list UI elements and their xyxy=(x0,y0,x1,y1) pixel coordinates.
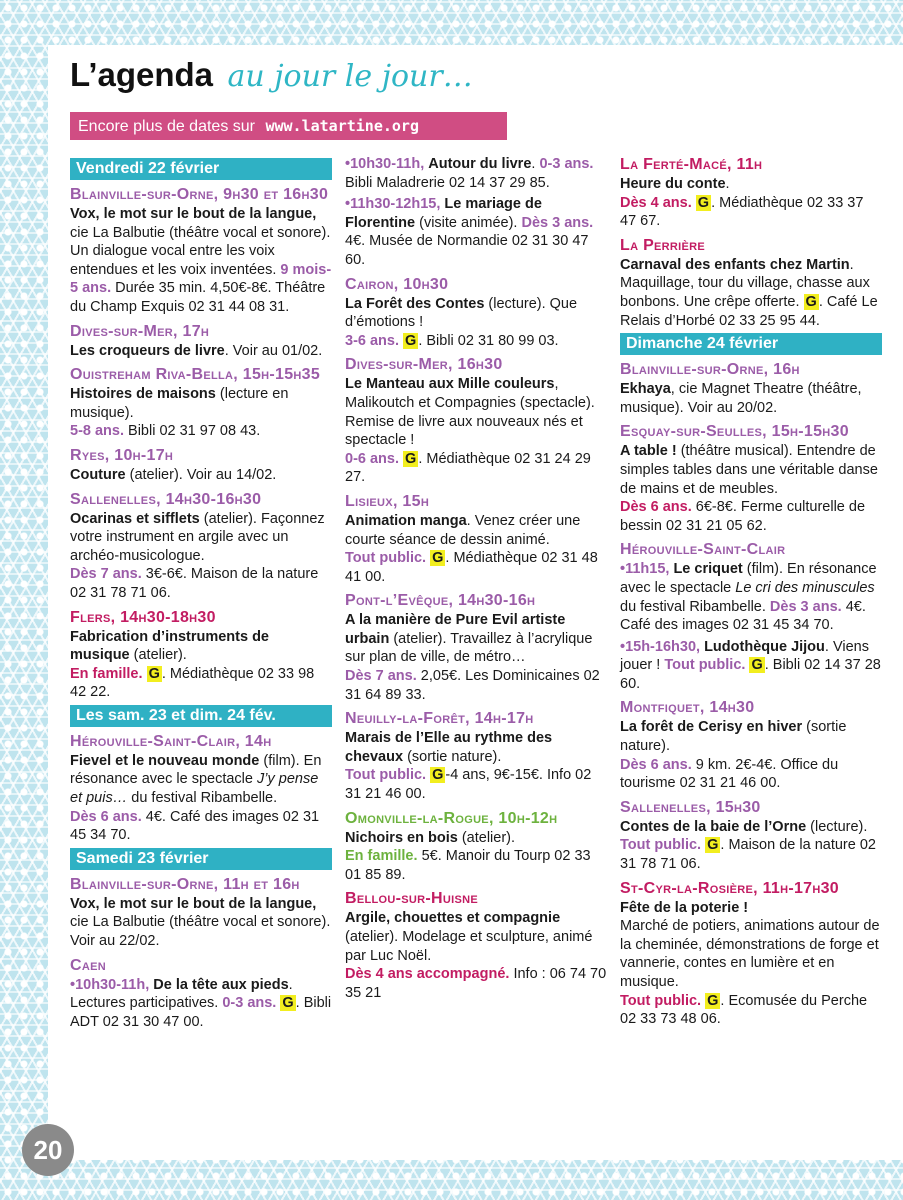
age-range: Dès 3 ans. xyxy=(769,598,842,615)
age-range: 0-3 ans. xyxy=(539,156,594,172)
event-details: 2,05€. Les Dominicaines 02 31 64 89 33. xyxy=(345,668,600,703)
event-time: •10h30-11h, xyxy=(70,976,150,993)
age-range: 3-6 ans. xyxy=(345,332,399,349)
event-text: . Maquillage, tour du village, chasse aux bonbons. Une crêpe offerte. xyxy=(620,256,870,310)
event-details: . Ecomusée du Perche 02 33 73 48 06. xyxy=(620,992,868,1028)
event-entry xyxy=(345,512,607,586)
show-title: J’y pense et puis… xyxy=(70,771,319,807)
day-header: Les sam. 23 et dim. 24 fév. xyxy=(70,705,332,727)
event-text: (atelier). Modelage et sculpture, animé par Luc Noël. xyxy=(345,929,593,964)
age-range: Dès 4 ans. xyxy=(620,194,692,211)
event-title: Animation manga xyxy=(345,512,467,529)
event-details: Info : 06 74 70 35 21 xyxy=(345,966,607,1001)
day-header: Samedi 23 février xyxy=(70,848,332,870)
event-text: cie La Balbutie (théâtre vocal et sonore). Un dialogue vocal entre les voix entendues et les voix inventées. xyxy=(70,224,331,278)
place-heading: La Ferté-Macé, 11h xyxy=(620,156,763,173)
event-text: (sortie nature). xyxy=(620,719,847,755)
event-details: . Médiathèque 02 31 24 29 27. xyxy=(345,450,591,486)
event-details: . Médiathèque 02 31 48 41 00. xyxy=(345,550,598,585)
place-heading: Esquay-sur-Seulles, 15h-15h30 xyxy=(620,423,849,441)
event-entry xyxy=(70,385,332,441)
free-badge: G xyxy=(707,837,719,854)
free-badge: G xyxy=(432,550,444,567)
event-text: (atelier). xyxy=(461,829,516,846)
free-badge: G xyxy=(805,293,817,310)
event-title: Le criquet xyxy=(673,561,743,578)
event-text: (visite animée). xyxy=(419,214,518,231)
event-entry xyxy=(345,155,607,192)
event-entry xyxy=(70,895,332,951)
place-heading: Sallenelles, 14h30-16h30 xyxy=(70,490,262,508)
place-heading: Caen xyxy=(70,956,106,974)
event-details: 9 km. 2€-4€. Office du tourisme 02 31 21 46 00. xyxy=(620,756,839,792)
event-text: cie La Balbutie (théâtre vocal et sonore). Voir au 22/02. xyxy=(70,914,331,950)
event-text: (lecture en musique). xyxy=(70,386,289,421)
event-entry xyxy=(620,899,882,1029)
place-heading: Cairon, 10h30 xyxy=(345,275,449,293)
event-text-2: du festival Ribambelle. xyxy=(620,598,766,615)
day-header: Vendredi 22 février xyxy=(70,158,332,180)
event-text: . xyxy=(725,176,730,192)
event-details: 6€-8€. Ferme culturelle de bessin 02 31 21 05 62. xyxy=(620,499,866,534)
event-time: •15h-16h30, xyxy=(620,638,701,655)
event-details: . Médiathèque 02 33 37 47 67. xyxy=(620,194,864,230)
event-entry xyxy=(70,466,332,485)
event-entry xyxy=(70,342,332,361)
age-range: En famille. xyxy=(70,665,143,682)
event-time: •10h30-11h, xyxy=(345,156,425,172)
age-range: Tout public. xyxy=(620,837,702,854)
place-heading: Hérouville-Saint-Clair, 14h xyxy=(70,732,272,750)
event-time: •11h15, xyxy=(620,561,670,578)
place-heading: Neuilly-la-Forêt, 14h-17h xyxy=(345,710,534,728)
event-title: Contes de la baie de l’Orne xyxy=(620,818,807,835)
age-range: En famille. xyxy=(345,848,418,865)
free-badge: G xyxy=(432,767,444,784)
place-heading: Ouistreham Riva-Bella, 15h-15h35 xyxy=(70,366,321,384)
event-title: Fête de la poterie ! xyxy=(620,899,749,916)
age-range: 5-8 ans. xyxy=(70,423,124,440)
event-title: Histoires de maisons xyxy=(70,386,216,403)
place-heading: Flers, 14h30-18h30 xyxy=(70,608,216,626)
event-details: . Café Le Relais d’Horbé 02 33 25 95 44. xyxy=(620,293,878,329)
event-details: Bibli 02 31 97 08 43. xyxy=(128,423,261,440)
event-entry xyxy=(345,375,607,487)
free-badge: G xyxy=(707,992,719,1009)
event-title: Autour du livre xyxy=(428,156,532,172)
age-range: Tout public. xyxy=(620,992,702,1009)
age-range: Dès 6 ans. xyxy=(70,808,142,825)
event-text: (lecture). xyxy=(810,818,868,835)
place-heading: Ryes, 10h-17h xyxy=(70,446,174,464)
agenda-column-2 xyxy=(345,155,607,1005)
event-details: . Bibli 02 14 37 28 60. xyxy=(620,657,881,692)
event-title: Fabrication d’instruments de musique xyxy=(70,628,269,664)
event-text: . Voir au 01/02. xyxy=(224,342,323,359)
event-details: 4€. Musée de Normandie 02 31 30 47 60. xyxy=(345,233,589,268)
page-number: 20 xyxy=(22,1124,74,1176)
place-heading: Sallenelles, 15h30 xyxy=(620,798,761,816)
show-title: Le cri des minuscules xyxy=(735,579,875,596)
event-title: Heure du conte xyxy=(620,176,726,192)
event-title: Carnaval des enfants chez Martin xyxy=(620,256,850,273)
event-title: Marais de l’Elle au rythme des chevaux xyxy=(345,730,553,765)
age-range: Dès 6 ans. xyxy=(620,756,692,773)
event-title: Le Manteau aux Mille couleurs xyxy=(345,376,555,393)
age-range: Dès 7 ans. xyxy=(70,566,142,583)
place-heading: Dives-sur-Mer, 17h xyxy=(70,322,210,340)
event-entry xyxy=(345,729,607,803)
event-text: . xyxy=(531,156,536,172)
event-entry xyxy=(70,205,332,317)
event-title: Ekhaya xyxy=(620,381,671,398)
place-heading: Montfiquet, 14h30 xyxy=(620,699,755,717)
event-entry xyxy=(345,611,607,704)
event-entry xyxy=(345,195,607,269)
event-details: Durée 35 min. 4,50€-8€. Théâtre du Champ Exquis 02 31 44 08 31. xyxy=(70,280,326,315)
event-details: 3€-6€. Maison de la nature 02 31 78 71 06. xyxy=(70,566,319,601)
website-link[interactable]: www.latartine.org xyxy=(265,117,419,135)
event-title: La Forêt des Contes xyxy=(345,295,485,312)
website-banner xyxy=(70,112,507,140)
event-title: A table ! xyxy=(620,443,677,460)
event-text: (film). En résonance avec le spectacle xyxy=(620,561,877,596)
place-heading: Pont-l’Evêque, 14h30-16h xyxy=(345,592,536,610)
place-heading: La Perrière xyxy=(620,236,706,254)
event-entry xyxy=(70,628,332,702)
event-details: Bibli Maladrerie 02 14 37 29 85. xyxy=(345,174,550,191)
age-range: Dès 7 ans. xyxy=(345,668,417,685)
event-details: . Maison de la nature 02 31 78 71 06. xyxy=(620,837,876,873)
event-entry xyxy=(345,295,607,351)
event-title: Ocarinas et sifflets xyxy=(70,510,200,527)
place-heading: St-Cyr-la-Rosière, 11h-17h30 xyxy=(620,879,840,897)
age-range: Dès 3 ans. xyxy=(521,214,594,231)
event-entry xyxy=(620,256,882,330)
page-title: L’agenda xyxy=(70,56,214,93)
age-range: 0-3 ans. xyxy=(222,995,277,1012)
event-entry xyxy=(620,638,882,694)
age-range: Dès 6 ans. xyxy=(620,499,692,516)
event-title: Fievel et le nouveau monde xyxy=(70,752,260,769)
event-details: . Bibli 02 31 80 99 03. xyxy=(418,332,559,349)
event-title: A la manière de Pure Evil artiste urbain xyxy=(345,612,566,647)
free-badge: G xyxy=(697,194,710,211)
event-text: . Lectures participatives. xyxy=(70,976,293,1012)
age-range: 9 mois-5 ans. xyxy=(70,261,332,297)
event-title: De la tête aux pieds xyxy=(153,976,289,993)
event-text-2: du festival Ribambelle. xyxy=(131,790,278,807)
event-title: Les croqueurs de livre xyxy=(70,342,225,359)
event-title: Ludothèque Jijou xyxy=(704,638,825,655)
event-text: (théâtre musical). Entendre de simples tables dans une véritable danse de mains et de meubles. xyxy=(620,443,878,497)
banner-text: Encore plus de dates sur xyxy=(78,118,255,135)
event-title: Vox, le mot sur le bout de la langue, xyxy=(70,206,317,222)
free-badge: G xyxy=(282,995,294,1012)
place-heading: Blainville-sur-Orne, 11h et 16h xyxy=(70,875,300,893)
event-entry xyxy=(345,829,607,885)
free-badge: G xyxy=(751,657,763,674)
free-badge: G xyxy=(405,332,417,349)
place-heading: Blainville-sur-Orne, 9h30 et 16h30 xyxy=(70,186,329,203)
event-details: -4 ans, 9€-15€. Info 02 31 21 46 00. xyxy=(345,767,592,803)
place-heading: Hérouville-Saint-Clair xyxy=(620,541,786,559)
event-text: . Viens jouer ! xyxy=(620,638,869,674)
agenda-column-3 xyxy=(620,155,882,1032)
event-details: 4€. Café des images 02 31 45 34 70. xyxy=(620,598,866,634)
event-title: Vox, le mot sur le bout de la langue, xyxy=(70,895,317,912)
event-entry xyxy=(620,560,882,634)
event-title: Nichoirs en bois xyxy=(345,829,458,846)
event-entry xyxy=(70,510,332,603)
event-details: . Bibli ADT 02 31 30 47 00. xyxy=(70,995,332,1030)
place-heading: Omonville-la-Rogue, 10h-12h xyxy=(345,809,558,827)
place-heading: Bellou-sur-Huisne xyxy=(345,890,478,908)
event-text: Marché de potiers, animations autour de la cheminée, démonstrations de forge et vannerie, contes en lumière et en musique. xyxy=(620,918,880,990)
age-range: 0-6 ans. xyxy=(345,450,399,467)
agenda-column-1 xyxy=(70,155,332,1034)
event-entry xyxy=(620,718,882,792)
place-heading: Blainville-sur-Orne, 16h xyxy=(620,361,800,379)
free-badge: G xyxy=(148,665,160,682)
page-header xyxy=(70,56,630,106)
day-header: Dimanche 24 février xyxy=(620,333,882,355)
event-details: 4€. Café des images 02 31 45 34 70. xyxy=(70,808,320,844)
event-title: Le mariage de Florentine xyxy=(345,196,542,231)
age-range: Tout public. xyxy=(664,657,746,674)
event-title: Couture xyxy=(70,466,126,483)
free-badge: G xyxy=(405,450,417,467)
event-text: (sortie nature). xyxy=(407,748,502,765)
event-text: , Malikoutch et Compagnies (spectacle). Remise de livre aux nouveaux nés et spectacle ! xyxy=(345,376,595,449)
age-range: Tout public. xyxy=(345,767,427,784)
event-text: , cie Magnet Theatre (théâtre, musique). Voir au 20/02. xyxy=(620,381,862,416)
event-entry xyxy=(620,175,882,231)
event-details: . Médiathèque 02 33 98 42 22. xyxy=(70,665,315,701)
event-text: . Venez créer une courte séance de dessin animé. xyxy=(345,512,581,548)
event-text: (atelier). Façonnez votre instrument en argile avec un archéo-musicologue. xyxy=(70,510,325,564)
event-details: 5€. Manoir du Tourp 02 33 01 85 89. xyxy=(345,848,591,883)
event-title: Argile, chouettes et compagnie xyxy=(345,910,561,927)
age-range: Dès 4 ans accompagné. xyxy=(345,966,510,983)
event-time: •11h30-12h15, xyxy=(345,196,441,213)
event-text: (atelier). Voir au 14/02. xyxy=(129,466,277,483)
event-text: (film). En résonance avec le spectacle xyxy=(70,752,322,788)
event-entry xyxy=(620,818,882,874)
event-entry xyxy=(70,752,332,845)
event-entry xyxy=(345,909,607,1002)
event-text: (atelier). Travaillez à l’acrylique sur plan de ville, de métro… xyxy=(345,630,593,666)
place-heading: Lisieux, 15h xyxy=(345,492,430,510)
event-entry xyxy=(620,442,882,535)
event-entry xyxy=(70,976,332,1032)
place-heading: Dives-sur-Mer, 16h30 xyxy=(345,356,503,374)
event-text: (atelier). xyxy=(133,647,187,664)
age-range: Tout public. xyxy=(345,550,427,567)
event-title: La forêt de Cerisy en hiver xyxy=(620,719,803,736)
event-entry xyxy=(620,380,882,417)
event-text: (lecture). Que d’émotions ! xyxy=(345,295,578,331)
page-subtitle: au jour le jour… xyxy=(227,59,473,94)
